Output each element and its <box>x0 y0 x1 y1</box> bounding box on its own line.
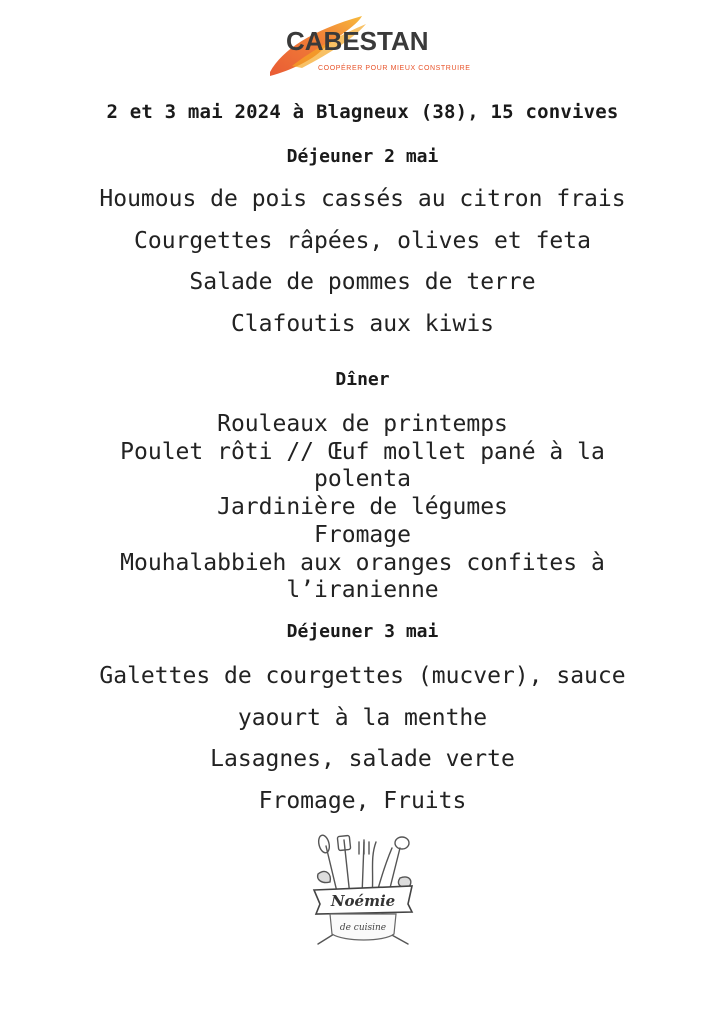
dinner-dish: Poulet rôti // Œuf mollet pané à la polenta <box>120 438 605 493</box>
event-subtitle: 2 et 3 mai 2024 à Blagneux (38), 15 convives <box>106 101 619 123</box>
kitchen-utensils-icon <box>304 834 422 948</box>
dinner-title: Dîner <box>335 369 390 390</box>
lunch1-dish: Clafoutis aux kiwis <box>230 311 495 337</box>
cabestan-logo-graphic <box>262 10 482 82</box>
lunch2-dish: Fromage, Fruits <box>258 788 467 814</box>
lunch1-title: Déjeuner 2 mai <box>286 146 439 167</box>
lunch2-title: Déjeuner 3 mai <box>286 621 439 642</box>
lunch1-dish: Houmous de pois cassés au citron frais <box>99 186 626 212</box>
dinner-dish: Jardinière de légumes <box>217 494 508 521</box>
noemie-badge <box>304 834 422 948</box>
dinner-dish-list <box>0 411 725 605</box>
lunch1-dish: Courgettes râpées, olives et feta <box>134 228 591 254</box>
dinner-dish: Mouhalabbieh aux oranges confites à l’iranienne <box>120 549 605 604</box>
lunch2-dish: Galettes de courgettes (mucver), sauce <box>99 663 626 689</box>
dinner-dish: Rouleaux de printemps <box>217 411 508 437</box>
badge-subtitle: de cuisine <box>339 923 387 933</box>
logo-tagline: COOPÉRER POUR MIEUX CONSTRUIRE <box>318 65 471 72</box>
dinner-dish: Fromage <box>314 521 411 548</box>
logo-name: CABESTAN <box>286 26 429 56</box>
cabestan-logo <box>262 10 482 82</box>
lunch1-dish: Salade de pommes de terre <box>189 269 536 295</box>
badge-name: Noémie <box>330 892 396 910</box>
lunch2-dish: yaourt à la menthe <box>237 705 488 731</box>
lunch2-dish: Lasagnes, salade verte <box>210 746 515 772</box>
